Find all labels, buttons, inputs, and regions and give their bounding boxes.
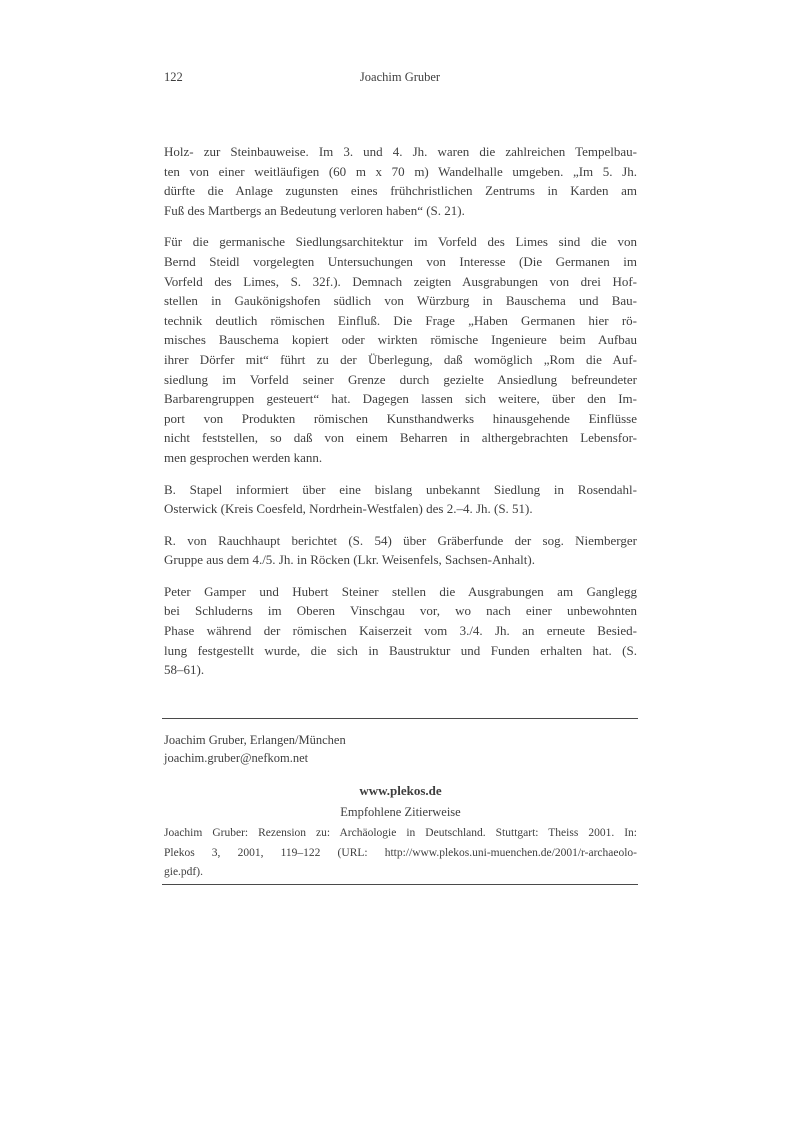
text-line: ihrer Dörfer mit“ führt zu der Überlegung, daß womöglich „Rom die Auf- — [164, 351, 637, 367]
paragraph — [164, 480, 637, 519]
text-line: men gesprochen werden kann. — [164, 449, 323, 465]
paragraph — [164, 232, 637, 467]
text-line: Osterwick (Kreis Coesfeld, Nordrhein-Westfalen) des 2.–4. Jh. (S. 51). — [164, 501, 533, 517]
author-email: joachim.gruber@nefkom.net — [164, 751, 309, 765]
text-line: R. von Rauchhaupt berichtet (S. 54) über Gräberfunde der sog. Niemberger — [164, 532, 637, 548]
separator-rule-bottom — [162, 884, 638, 885]
citation-block — [164, 824, 637, 883]
paragraph — [164, 582, 637, 680]
text-line: Phase während der römischen Kaiserzeit vom 3./4. Jh. an erneute Besied- — [164, 623, 637, 639]
text-line: Joachim Gruber: Rezension zu: Archäologie in Deutschland. Stuttgart: Theiss 2001. In: — [164, 827, 637, 839]
text-line: Holz- zur Steinbauweise. Im 3. und 4. Jh. waren die zahlreichen Tempelbau- — [164, 144, 637, 159]
citation-heading: Empfohlene Zitierweise — [340, 805, 461, 819]
text-line: Peter Gamper und Hubert Steiner stellen die Ausgrabungen am Ganglegg — [164, 583, 637, 599]
separator-rule-top — [162, 718, 638, 719]
text-line: Für die germanische Siedlungsarchitektur im Vorfeld des Limes sind die von — [164, 234, 637, 250]
text-line: bei Schluderns im Oberen Vinschgau vor, wo nach einer unbewohnten — [164, 603, 637, 619]
text-line: misches Bauschema kopiert oder wirkten römische Ingenieure beim Aufbau — [164, 332, 637, 348]
author-affiliation: Joachim Gruber, Erlangen/München — [164, 733, 346, 747]
text-line: ten von einer weitläufigen (60 m x 70 m) Wandelhalle umgeben. „Im 5. Jh. — [164, 163, 637, 179]
page-number: 122 — [164, 70, 183, 84]
journal-website: www.plekos.de — [359, 783, 442, 798]
text-line: nicht feststellen, so daß von einem Beharren in althergebrachten Lebensfor- — [164, 430, 637, 446]
text-line: B. Stapel informiert über eine bislang unbekannt Siedlung in Rosendahl- — [164, 481, 637, 497]
text-line: Bernd Steidl vorgelegten Untersuchungen von Interesse (Die Germanen im — [164, 253, 637, 269]
text-line: lung festgestellt wurde, die sich in Baustruktur und Funden erhalten hat. (S. — [164, 642, 637, 658]
text-line: stellen in Gaukönigshofen südlich von Würzburg in Bauschema und Bau- — [164, 293, 637, 309]
running-head: Joachim Gruber — [359, 70, 441, 84]
text-line: Plekos 3, 2001, 119–122 (URL: http://www.plekos.uni-muenchen.de/2001/r-archaeolo- — [164, 846, 637, 859]
text-line: port von Produkten römischen Kunsthandwerks hinausgehende Einflüsse — [164, 410, 637, 426]
text-line: 58–61). — [164, 662, 205, 678]
contact-block — [164, 731, 637, 767]
paragraph — [164, 531, 637, 570]
running-header — [162, 69, 638, 85]
text-line: technik deutlich römischen Einfluß. Die Frage „Haben Germanen hier rö- — [164, 312, 637, 328]
text-line: Vorfeld des Limes, S. 32f.). Demnach zeigten Ausgrabungen von drei Hof- — [164, 273, 637, 289]
text-line: siedlung im Vorfeld seiner Grenze durch gezielte Ansiedlung befreundeter — [164, 371, 637, 387]
text-line: gie.pdf). — [164, 866, 203, 878]
article-body — [164, 142, 637, 680]
text-line: Gruppe aus dem 4./5. Jh. in Röcken (Lkr. Weisenfels, Sachsen-Anhalt). — [164, 552, 535, 568]
text-line: dürfte die Anlage zugunsten eines frühchristlichen Zentrums in Karden am — [164, 183, 637, 199]
paragraph — [164, 142, 637, 220]
text-line: Barbarengruppen gesteuert“ hat. Dagegen lassen sich weitere, über den Im- — [164, 391, 637, 407]
text-line: Fuß des Martbergs an Bedeutung verloren haben“ (S. 21). — [164, 202, 465, 218]
